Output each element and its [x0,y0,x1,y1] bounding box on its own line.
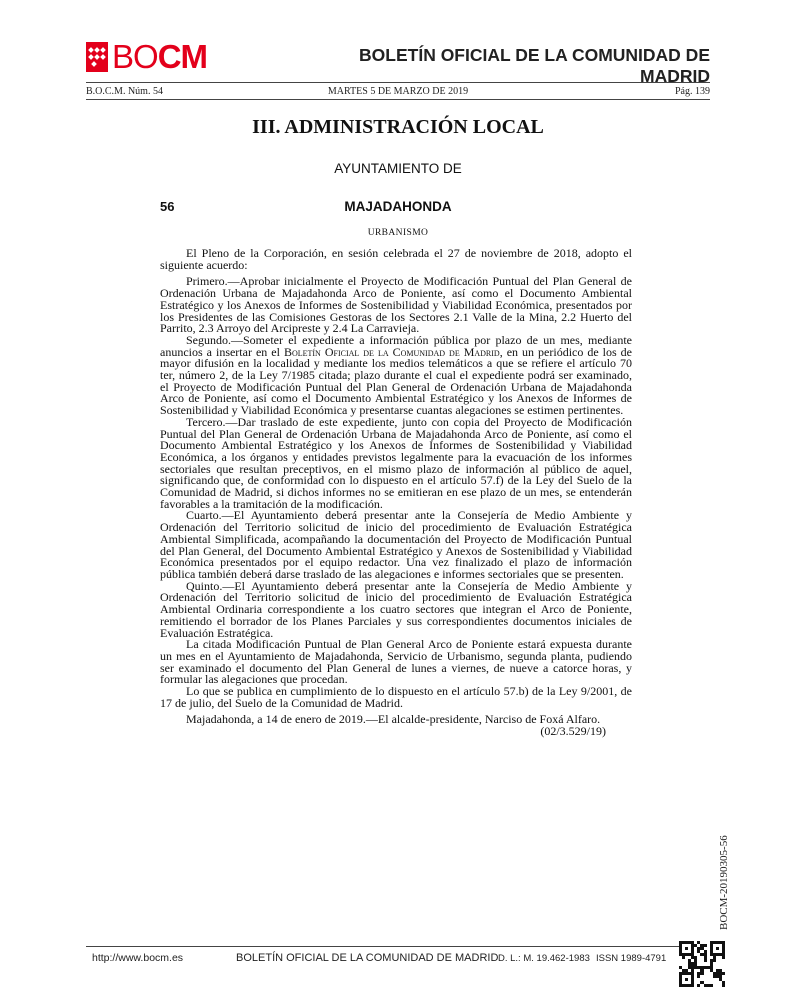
logo-text: BOCM [112,38,208,75]
footer-url[interactable]: http://www.bocm.es [92,952,184,964]
section-title: III. ADMINISTRACIÓN LOCAL [252,116,544,138]
header-rule [86,82,710,83]
side-document-code: BOCM-20190305-56 [718,835,730,930]
madrid-flag-icon [86,42,108,72]
bulletin-number: B.O.C.M. Núm. 54 [86,86,163,97]
municipality-name: MAJADAHONDA [344,199,452,214]
bocm-logo [86,40,207,74]
paragraph-quinto: Quinto.—El Ayuntamiento deberá presentar ante la Consejería de Medio Ambiente y Ordenación del Territorio solicitud de inicio del procedimiento de Evaluación Estratégica Ambiental Ordinaria correspondiente a los cuatro sectores que integran el Arco de Poniente, remitiendo el borrador de los Planes Parciales y sus correspondientes documentos iniciales de Evaluación Estratégica. [160,578,632,640]
paragraph-tercero: Tercero.—Dar traslado de este expediente, junto con copia del Proyecto de Modificación Puntual del Plan General de Ordenación Urbana de Majadahonda Arco de Poniente, así como el Documento Ambiental Estratégico y los Anexos de Informes de Sostenibilidad y Viabilidad Económica, a los órganos y entidades previstos legalmente para la evacuación de los informes sectoriales que resultan preceptivos, en el mismo plazo de información al público de aquel, significando que, de conformidad con lo dispuesto en el artículo 57.f) de la Ley del Suelo de la Comunidad de Madrid, si dichos informes no se emitieran en ese plazo de un mes, se entenderán favorables a la tramitación de la modificación. [160,414,632,511]
reference-code: (02/3.529/19) [540,724,606,739]
publication-title: BOLETÍN OFICIAL DE LA COMUNIDAD DE MADRID [359,45,710,86]
footer-rule [86,946,710,947]
footer-title: BOLETÍN OFICIAL DE LA COMUNIDAD DE MADRID [236,952,499,964]
sub-heading: AYUNTAMIENTO DE [334,161,462,176]
signature-line: Majadahonda, a 14 de enero de 2019.—El alcalde-presidente, Narciso de Foxá Alfaro. [186,712,601,727]
announcement-body [160,248,632,738]
qr-code-icon [679,941,725,987]
topic-label: URBANISMO [367,228,429,238]
intro-paragraph: El Pleno de la Corporación, en sesión celebrada el 27 de noviembre de 2018, adopto el siguiente acuerdo: [160,246,632,272]
issn-number: ISSN 1989-4791 [596,953,667,964]
paragraph-exposicion: La citada Modificación Puntual de Plan General Arco de Poniente estará expuesta durante un mes en el Ayuntamiento de Majadahonda, Servicio de Urbanismo, segunda planta, pudiendo ser examinado el documento del Plan General de lunes a viernes, de nueve a catorce horas, y formular las alegaciones que procedan. [160,637,632,687]
paragraph-segundo: Segundo.—Someter el expediente a información pública por plazo de un mes, mediante anuncios a insertar en el Boletín Oficial de la Comunidad de Madrid, en un periódico de los de mayor difusión en la localidad y mediante los medios telemáticos a que se refiere el artículo 70 ter, número 2, de la Ley 7/1985 citada; plazo durante el cual el expediente podrá ser examinado, el Proyecto de Modificación Puntual del Plan General de Ordenación Urbana de Majadahonda Arco de Poniente, así como el Documento Ambiental Estratégico y los Anexos de Informes de Sostenibilidad y Viabilidad Económica y presentarse cuantas alegaciones se estimen pertinentes. [160,332,633,418]
header-subrule [86,99,710,100]
paragraph-publicacion: Lo que se publica en cumplimiento de lo dispuesto en el artículo 57.b) de la Ley 9/2001, de 17 de julio, del Suelo de la Comunidad de Madrid. [160,684,632,710]
paragraph-primero: Primero.—Aprobar inicialmente el Proyecto de Modificación Puntual del Plan General de Ordenación Urbana de Majadahonda Arco de Poniente, así como el Documento Ambiental Estratégico y los Anexos de Informes de Sostenibilidad y Viabilidad Económica, presentados por los Presidentes de las Comisiones Gestoras de los Sectores 2.1 Valle de la Mina, 2.2 Huerto del Parrito, 2.3 Arroyo del Arcipreste y 2.4 La Carravieja. [160,274,632,336]
announcement-number: 56 [160,199,175,214]
page-number: Pág. 139 [675,86,710,97]
bulletin-date: MARTES 5 DE MARZO DE 2019 [327,86,469,97]
legal-deposit: D. L.: M. 19.462-1983 [498,953,590,964]
paragraph-cuarto: Cuarto.—El Ayuntamiento deberá presentar ante la Consejería de Medio Ambiente y Ordenación del Territorio solicitud de inicio del procedimiento de Evaluación Estratégica Ambiental Simplificada, acompañando la documentación del Proyecto de Modificación Puntual del Plan General, del Documento Ambiental Estratégico y Anexos de Sostenibilidad y Viabilidad Económica presentados por el equipo redactor. Una vez finalizado el plazo de información pública también deberá darse traslado de las alegaciones e informes sectoriales que se presenten. [160,508,632,581]
